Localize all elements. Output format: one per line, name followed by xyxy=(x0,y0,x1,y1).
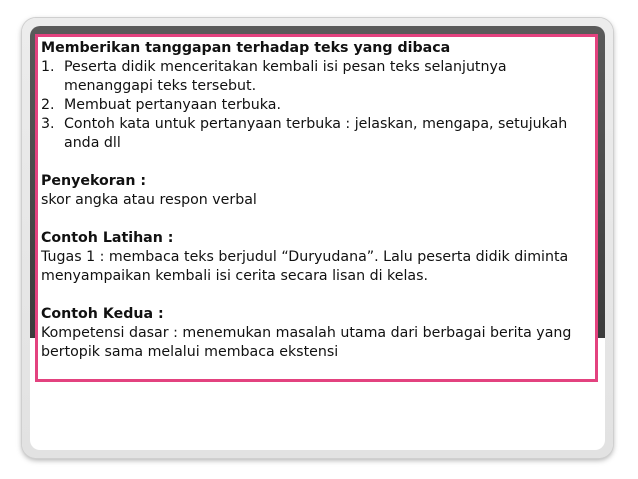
section4-heading: Contoh Kedua : xyxy=(41,306,164,322)
list-item xyxy=(41,96,595,115)
section2-body: skor angka atau respon verbal xyxy=(41,192,257,208)
list-item xyxy=(41,58,595,96)
section4-body: Kompetensi dasar : menemukan masalah utama dari berbagai berita yang bertopik sama melalui membaca ekstensi xyxy=(41,325,572,360)
section3-body: Tugas 1 : membaca teks berjudul “Duryudana”. Lalu peserta didik diminta menyampaikan kembali isi cerita secara lisan di kelas. xyxy=(41,249,569,284)
list-item-text: Peserta didik menceritakan kembali isi pesan teks selanjutnya menanggapi teks tersebut. xyxy=(64,59,507,94)
list-item-text: Contoh kata untuk pertanyaan terbuka : jelaskan, mengapa, setujukah anda dll xyxy=(64,116,568,151)
list-number: 1. xyxy=(41,59,55,75)
list-number: 2. xyxy=(41,97,55,113)
spacer xyxy=(41,153,595,172)
numbered-list xyxy=(41,58,595,153)
section1-heading: Memberikan tanggapan terhadap teks yang dibaca xyxy=(41,40,451,56)
spacer xyxy=(41,286,595,305)
list-item-text: Membuat pertanyaan terbuka. xyxy=(64,97,281,113)
list-item xyxy=(41,115,595,153)
section2-heading: Penyekoran : xyxy=(41,173,147,189)
spacer xyxy=(41,210,595,229)
section3-heading: Contoh Latihan : xyxy=(41,230,174,246)
list-number: 3. xyxy=(41,116,55,132)
content-box xyxy=(35,34,598,382)
